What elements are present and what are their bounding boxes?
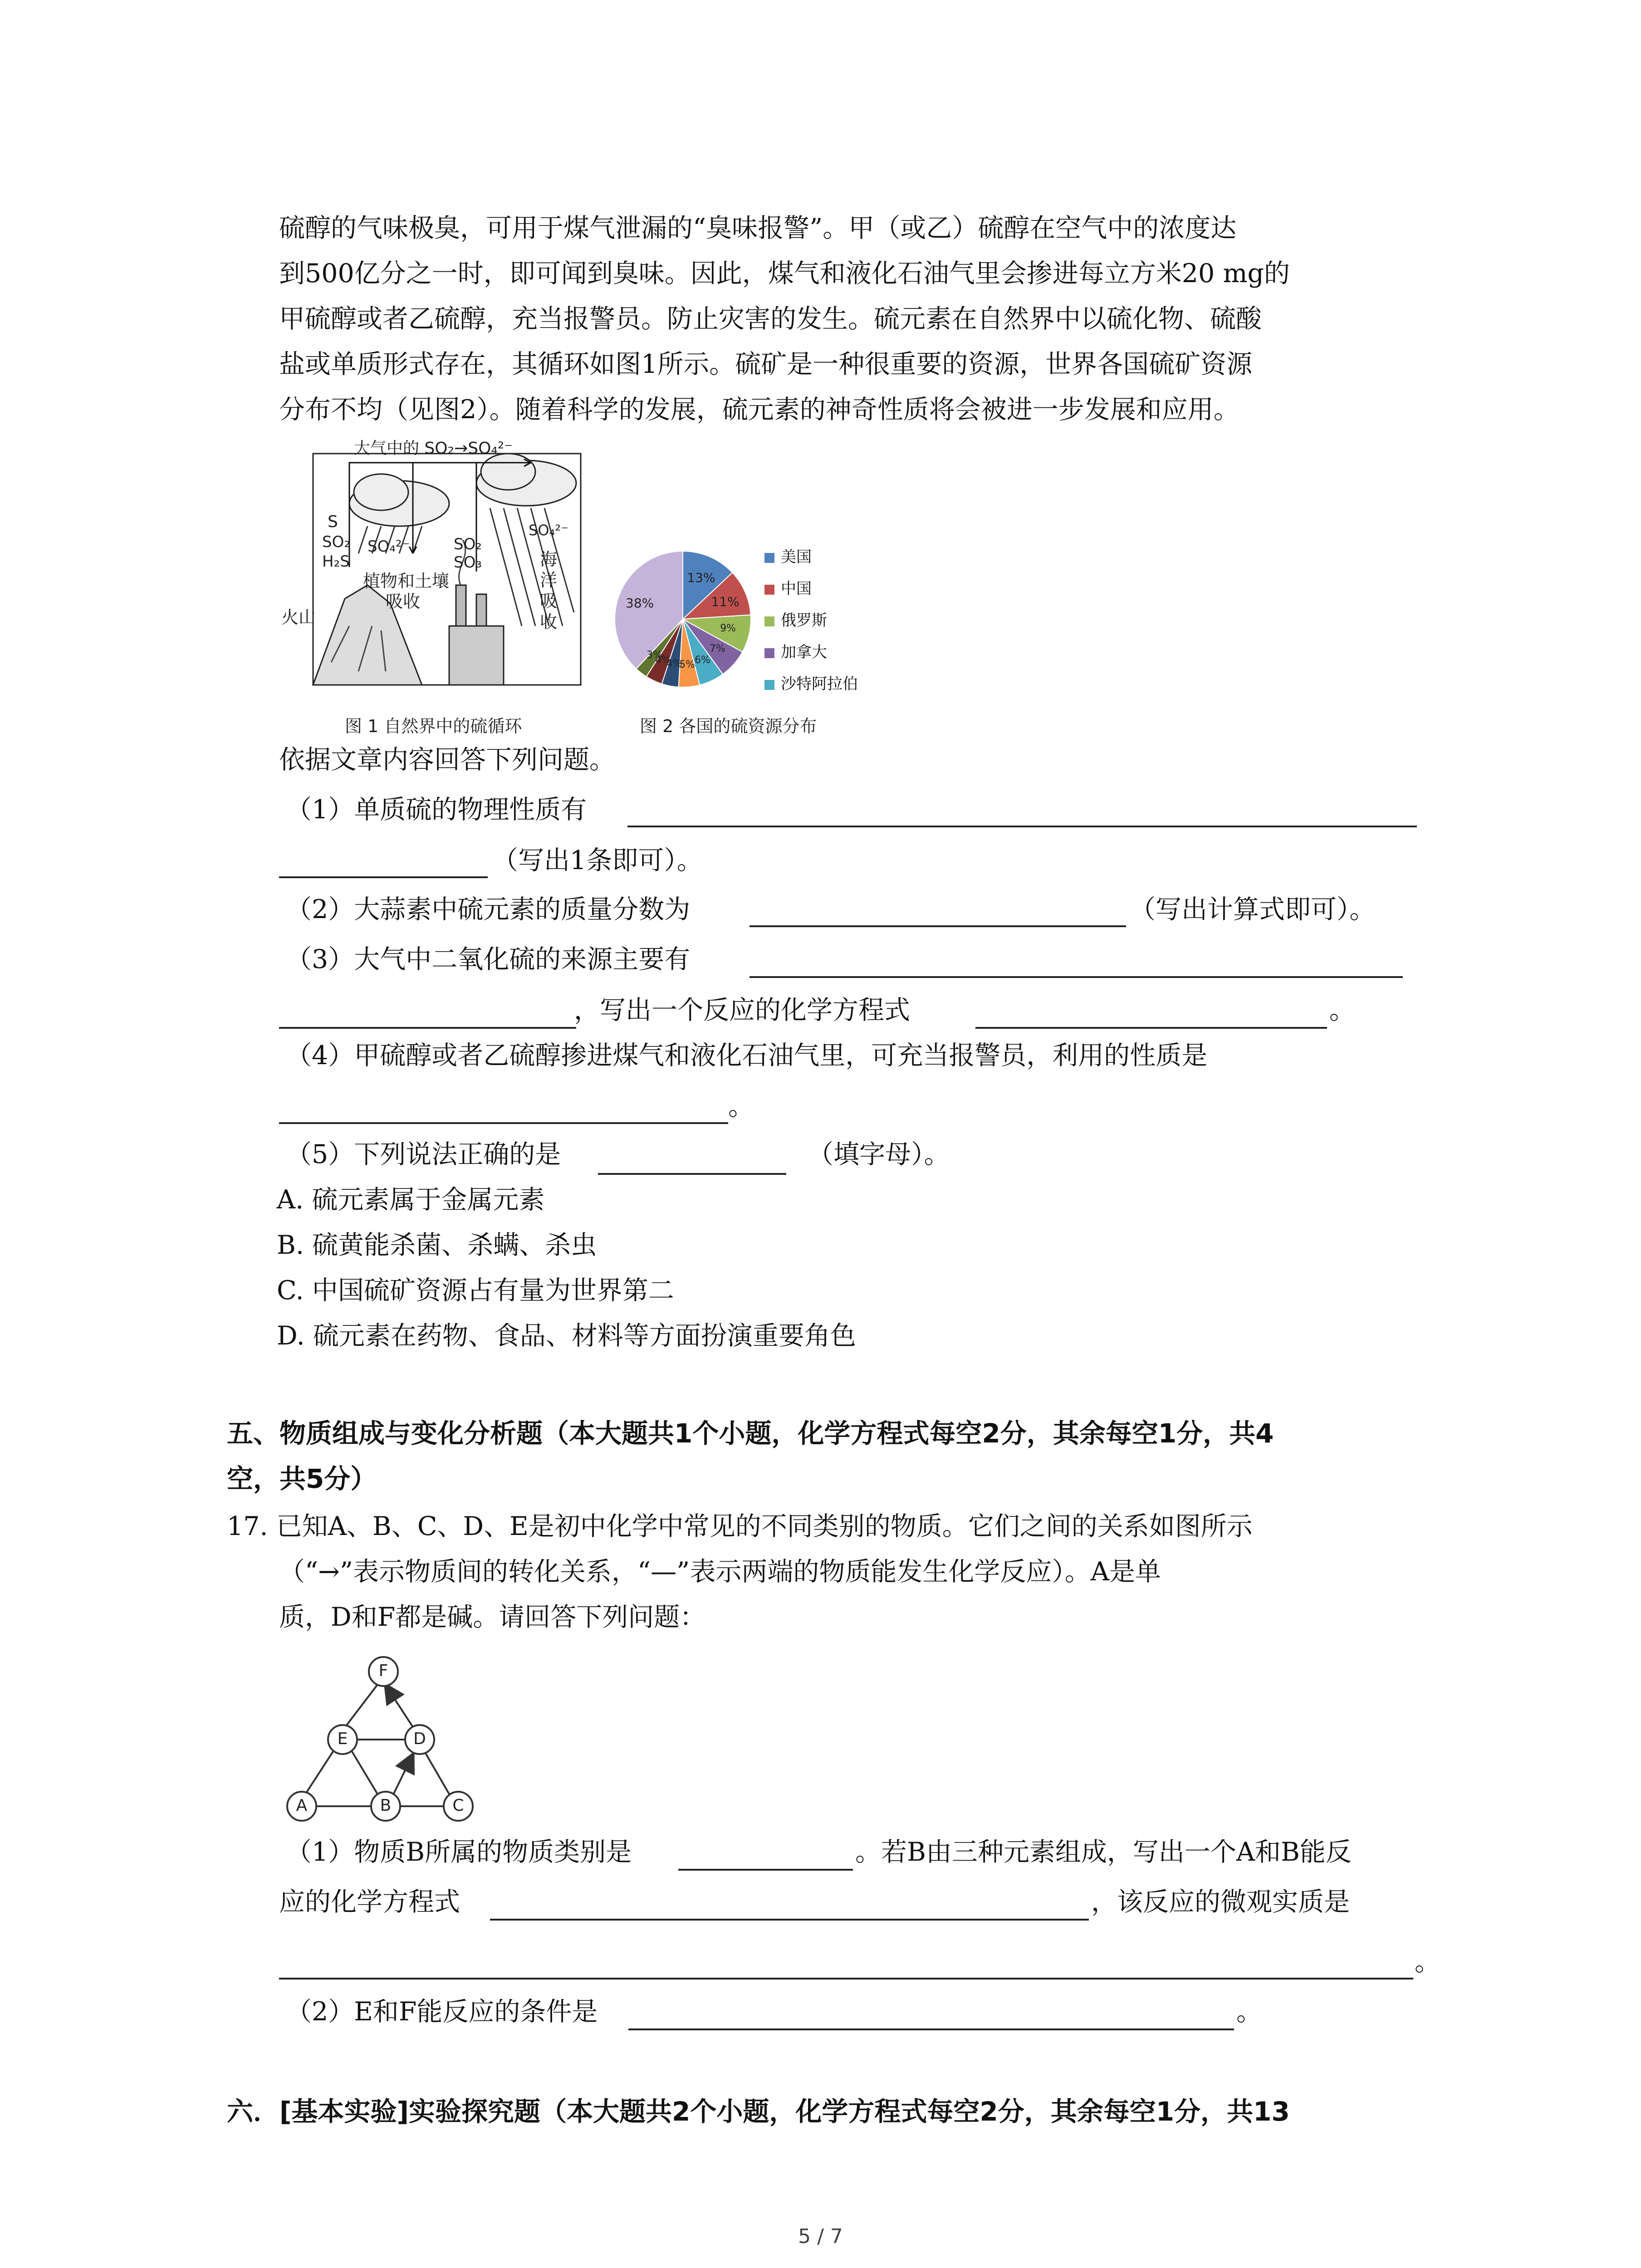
q17-1-text-4: ，该反应的微观实质是 (1091, 1887, 1350, 1917)
fig1-label-ocean: 海洋吸收 (540, 549, 558, 632)
figure2-caption: 图 2 各国的硫资源分布 (640, 716, 817, 736)
legend-swatch (764, 616, 774, 626)
article-line-1: 硫醇的气味极臭，可用于煤气泄漏的“臭味报警”。甲（或乙）硫醇在空气中的浓度达 (279, 213, 1237, 243)
option-a: A. 硫元素属于金属元素 (277, 1185, 545, 1215)
q17-2-blank[interactable] (628, 2028, 1234, 2030)
q5-text: （5）下列说法正确的是 (286, 1139, 561, 1169)
legend-swatch (764, 585, 774, 595)
option-c: C. 中国硫矿资源占有量为世界第二 (277, 1276, 674, 1305)
q3-equation-blank[interactable] (975, 1027, 1327, 1029)
node-b: B (380, 1796, 392, 1815)
node-e: E (337, 1730, 348, 1748)
q2-text: （2）大蒜素中硫元素的质量分数为 (286, 894, 691, 924)
fig1-label-s: S (328, 513, 338, 531)
fig1-label-so2b: SO₂ (454, 535, 482, 553)
q1-answer-blank[interactable] (627, 826, 1417, 827)
relationship-diagram (277, 1651, 481, 1823)
q17-1-blank-category[interactable] (678, 1869, 853, 1871)
legend-item (764, 576, 812, 598)
option-d: D. 硫元素在药物、食品、材料等方面扮演重要角色 (277, 1321, 856, 1351)
legend-item (764, 671, 858, 694)
fig1-label-absorb: 吸收 (386, 591, 421, 611)
legend-swatch (764, 680, 774, 690)
legend-label: 沙特阿拉伯 (781, 675, 858, 693)
q2-text-2: （写出计算式即可）。 (1130, 894, 1376, 924)
q2-answer-blank[interactable] (749, 925, 1126, 927)
q17-1-text-3: 应的化学方程式 (279, 1887, 460, 1917)
article-line-3: 甲硫醇或者乙硫醇，充当报警员。防止灾害的发生。硫元素在自然界中以硫化物、硫酸 (279, 304, 1262, 334)
q17-line-2: （“→”表示物质间的转化关系，“—”表示两端的物质能发生化学反应）。A是单 (279, 1557, 1161, 1587)
q1-text: （1）单质硫的物理性质有 (286, 795, 587, 825)
pie-slice-label-7: 4% (655, 655, 671, 666)
legend-item (764, 608, 827, 630)
fig1-label-so4b: SO₄²⁻ (529, 522, 569, 539)
questions-intro: 依据文章内容回答下列问题。 (279, 745, 615, 775)
q5-text-2: （填字母）。 (808, 1139, 950, 1169)
q3-text-2: ，写出一个反应的化学方程式 (574, 995, 910, 1025)
fig1-label-so4: SO₄²⁻ (367, 538, 410, 556)
article-line-2: 到500亿分之一时，即可闻到臭味。因此，煤气和液化石油气里会掺进每立方米20 mg的 (279, 259, 1290, 288)
pie-slice-label-1: 11% (711, 594, 740, 610)
pie-slice-label-6: 4% (666, 658, 682, 670)
pie-slice-label-2: 9% (720, 623, 736, 635)
node-c: C (452, 1796, 464, 1815)
legend-label: 中国 (781, 580, 812, 598)
fig1-label-so3: SO₃ (454, 553, 482, 572)
article-line-5: 分布不均（见图2）。随着科学的发展，硫元素的神奇性质将会被进一步发展和应用。 (279, 395, 1239, 425)
figure-sulfur-distribution (608, 535, 889, 708)
section6-heading: 六．[基本实验]实验探究题（本大题共2个小题，化学方程式每空2分，其余每空1分，共13 (227, 2096, 1290, 2127)
pie-slice-label-0: 13% (687, 570, 715, 586)
q3-answer-blank[interactable] (749, 976, 1403, 978)
q5-answer-blank[interactable] (598, 1173, 786, 1175)
node-a: A (296, 1796, 308, 1815)
legend-label: 俄罗斯 (781, 611, 827, 630)
pie-slice-label-8: 3% (647, 649, 662, 661)
legend-swatch (764, 553, 774, 563)
pie-slice-label-5: 5% (679, 659, 696, 670)
q17-1-text-5: 。 (1415, 1947, 1440, 1977)
section5-heading-1: 五、物质组成与变化分析题（本大题共1个小题，化学方程式每空2分，其余每空1分，共4 (227, 1418, 1274, 1449)
pie-slice-label-4: 6% (694, 655, 710, 666)
q4-text: （4）甲硫醇或者乙硫醇掺进煤气和液化石油气里，可充当报警员，利用的性质是 (286, 1041, 1208, 1070)
q17-1-text-2: 。若B由三种元素组成，写出一个A和B能反 (855, 1837, 1352, 1867)
q4-text-2: 。 (728, 1091, 754, 1121)
q17-2-text-2: 。 (1236, 1997, 1262, 2027)
legend-label: 加拿大 (781, 643, 827, 661)
legend-item (764, 544, 812, 567)
pie-slice-label-9: 38% (626, 596, 654, 611)
q3-answer-blank-2[interactable] (279, 1027, 576, 1029)
fig1-label-top: 大气中的 SO₂→SO₄²⁻ (354, 439, 513, 458)
figure-sulfur-cycle (277, 435, 585, 708)
node-d: D (413, 1730, 426, 1748)
fig1-label-plant: 植物和土壤 (363, 571, 450, 591)
q17-1-blank-essence[interactable] (279, 1978, 1413, 1980)
fig1-label-h2s: H₂S (322, 552, 350, 571)
figure1-caption: 图 1 自然界中的硫循环 (345, 716, 522, 736)
q17-line-3: 质，D和F都是碱。请回答下列问题： (279, 1602, 706, 1632)
fig1-label-volcano: 火山 (281, 607, 316, 627)
q3-text: （3）大气中二氧化硫的来源主要有 (286, 944, 691, 974)
legend-swatch (764, 648, 774, 658)
q1-text-2: （写出1条即可）。 (492, 846, 703, 875)
q3-text-3: 。 (1329, 995, 1355, 1025)
q17-2-text: （2）E和F能反应的条件是 (286, 1997, 598, 2027)
fig1-label-so2: SO₂ (322, 533, 350, 551)
q17-line-1: 17. 已知A、B、C、D、E是初中化学中常见的不同类别的物质。它们之间的关系如图所示 (227, 1511, 1253, 1541)
article-line-4: 盐或单质形式存在，其循环如图1所示。硫矿是一种很重要的资源，世界各国硫矿资源 (279, 349, 1253, 379)
section5-heading-2: 空，共5分） (227, 1463, 377, 1494)
q1-answer-blank-2[interactable] (279, 876, 488, 878)
q17-1-text: （1）物质B所属的物质类别是 (286, 1837, 632, 1867)
q4-answer-blank[interactable] (279, 1122, 728, 1124)
page-number: 5 / 7 (798, 2225, 843, 2248)
option-b: B. 硫黄能杀菌、杀螨、杀虫 (277, 1230, 597, 1260)
pie-slice-label-3: 7% (710, 643, 725, 655)
legend-label: 美国 (781, 548, 812, 566)
node-f: F (378, 1662, 388, 1680)
q17-1-blank-equation[interactable] (490, 1919, 1089, 1921)
legend-item (764, 640, 827, 662)
